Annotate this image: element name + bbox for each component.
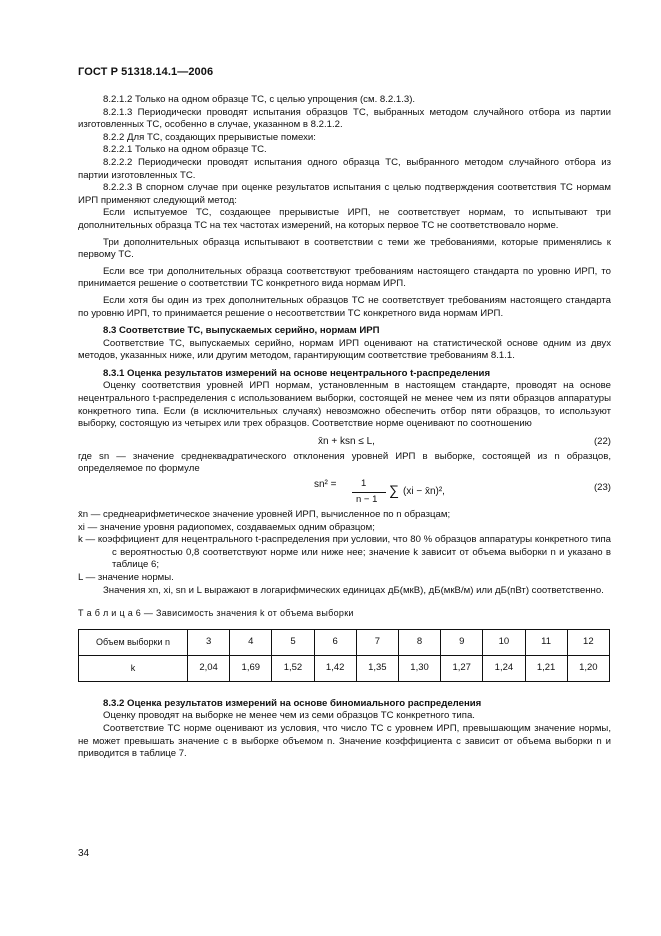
fraction-denominator: n − 1 (356, 494, 378, 506)
equation-22-text: x̄n + ksn ≤ L, (318, 435, 375, 447)
table-cell: 7 (356, 629, 398, 655)
document-body (78, 94, 611, 761)
table-row (79, 655, 610, 681)
definition-list (78, 509, 611, 585)
table-cell: 8 (398, 629, 440, 655)
document-header: ГОСТ Р 51318.14.1—2006 (78, 66, 214, 78)
table-caption: Т а б л и ц а 6 — Зависимость значения k от объема выборки (78, 608, 354, 619)
paragraph: Соответствие ТС норме оценивают из условия, что число ТС с уровнем ИРП, превышающим значение нормы, не может превышать значение c в выборке объемом n. Значение коэффициента c зависит от объема выборки n и приводится в таблице 7. (78, 722, 611, 760)
paragraph: 8.2.1.2 Только на одном образце ТС, с целью упрощения (см. 8.2.1.3). (103, 94, 416, 105)
paragraph: Значения xn, xi, sn и L выражают в логарифмических единицах дБ(мкВ), дБ(мкВ/м) или дБ(пВт) соответственно. (103, 584, 604, 596)
section-heading: 8.3.1 Оценка результатов измерений на основе нецентрального t-распределения (103, 367, 491, 379)
sum-symbol: ∑ (389, 482, 399, 499)
table-cell: 1,24 (483, 655, 525, 681)
paragraph: 8.2.2.2 Периодически проводят испытания одного образца ТС, выбранного методом случайного отбора из партии изготовленных ТС. (78, 156, 611, 181)
table-cell: 1,69 (230, 655, 272, 681)
fraction-line (352, 492, 386, 493)
definition-item: xi — значение уровня радиопомех, создаваемых одним образцом; (78, 521, 375, 533)
paragraph: Если хотя бы один из трех дополнительных образцов ТС не соответствует требованиям настоящего стандарта по уровню ИРП, то принимается решение о несоответствии ТС конкретного вида нормам ИРП. (78, 294, 611, 319)
paragraph: 8.2.1.3 Периодически проводят испытания образцов ТС, выбранных методом случайного отбора из партии изготовленных ТС, особенно в случае, указанном в 8.2.1.2. (78, 106, 611, 131)
table-cell: 1,35 (356, 655, 398, 681)
equation-22 (78, 433, 611, 451)
paragraph: где sn — значение среднеквадратического отклонения уровней ИРП в выборке, состоящей из n образцов, определяемое по формуле (78, 450, 611, 475)
table-cell: 1,20 (567, 655, 609, 681)
table-cell: 1,27 (441, 655, 483, 681)
table-cell: 4 (230, 629, 272, 655)
fraction-numerator: 1 (361, 478, 367, 490)
paragraph: 8.2.2.3 В спорном случае при оценке результатов испытания с целью подтверждения соответствия ТС нормам ИРП применяют следующий метод: (78, 182, 611, 206)
table-row-label: Объем выборки n (79, 629, 188, 655)
definition-item: k — коэффициент для нецентрального t-распределения при условии, что 80 % образцов аппаратуры конкретного типа с вероятностью 0,8 соответствуют норме или ниже нее; значение k зависит от объема выборки n и указано в таблице 6; (78, 534, 611, 571)
paragraph: Если испытуемое ТС, создающее прерывистые ИРП, не соответствует нормам, то испытывают три дополнительных образца ТС на тех частотах измерений, на которых первое ТС не соответствовало норме. (78, 207, 611, 231)
paragraph: Если все три дополнительных образца соответствуют требованиям настоящего стандарта по уровню ИРП, то принимается решение о соответствии ТС конкретного вида нормам ИРП. (78, 265, 611, 290)
equation-number: (23) (593, 482, 611, 494)
paragraph: Оценку соответствия уровней ИРП нормам, установленным в настоящем стандарте, проводят на основе нецентрального t-распределения с использованием выборки, состоящей не менее чем из пяти образцов аппаратуры конкретного типа. Если (в исключительных случаях) невозможно обеспечить отбор пяти образцов, то используют выборку, состоящую из четырех или трех образцов. Соответствие норме оценивают по соотношению (78, 380, 611, 430)
table-cell: 6 (314, 629, 356, 655)
definition-item: x̄n — среднеарифметическое значение уровней ИРП, вычисленное по n образцам; (78, 509, 451, 521)
table-cell: 1,21 (525, 655, 567, 681)
page-number: 34 (78, 848, 90, 859)
paragraph: 8.2.2.1 Только на одном образце ТС. (103, 144, 267, 156)
equation-23-rest: (xi − x̄n)², (403, 486, 445, 498)
paragraph: Оценку проводят на выборке не менее чем из семи образцов ТС конкретного типа. (103, 710, 475, 722)
equation-number: (22) (593, 435, 611, 447)
equation-23 (78, 479, 611, 509)
table-cell: 5 (272, 629, 314, 655)
paragraph: Три дополнительных образца испытывают в соответствии с теми же требованиями, которые применялись к первому ТС. (78, 236, 611, 261)
section-heading: 8.3.2 Оценка результатов измерений на основе биномиального распределения (103, 697, 482, 709)
table-cell: 10 (483, 629, 525, 655)
table-cell: 1,42 (314, 655, 356, 681)
table-cell: 12 (567, 629, 609, 655)
table-cell: 11 (525, 629, 567, 655)
table-cell: 1,52 (272, 655, 314, 681)
equation-23-lhs: sn² = (314, 479, 337, 491)
table-cell: 3 (188, 629, 230, 655)
table-6 (78, 629, 610, 682)
definition-item: L — значение нормы. (78, 572, 174, 583)
table-row-label: k (79, 655, 188, 681)
paragraph: Соответствие ТС, выпускаемых серийно, нормам ИРП оценивают на статистической основе одним из двух методов, указанных ниже, или другим методом, гарантирующим соответствие требованиям 8.1.1. (78, 337, 611, 362)
table-cell: 1,30 (398, 655, 440, 681)
table-cell: 2,04 (188, 655, 230, 681)
section-heading: 8.3 Соответствие ТС, выпускаемых серийно, нормам ИРП (103, 325, 380, 337)
table-row (79, 629, 610, 655)
table-cell: 9 (441, 629, 483, 655)
paragraph: 8.2.2 Для ТС, создающих прерывистые помехи: (103, 131, 316, 143)
